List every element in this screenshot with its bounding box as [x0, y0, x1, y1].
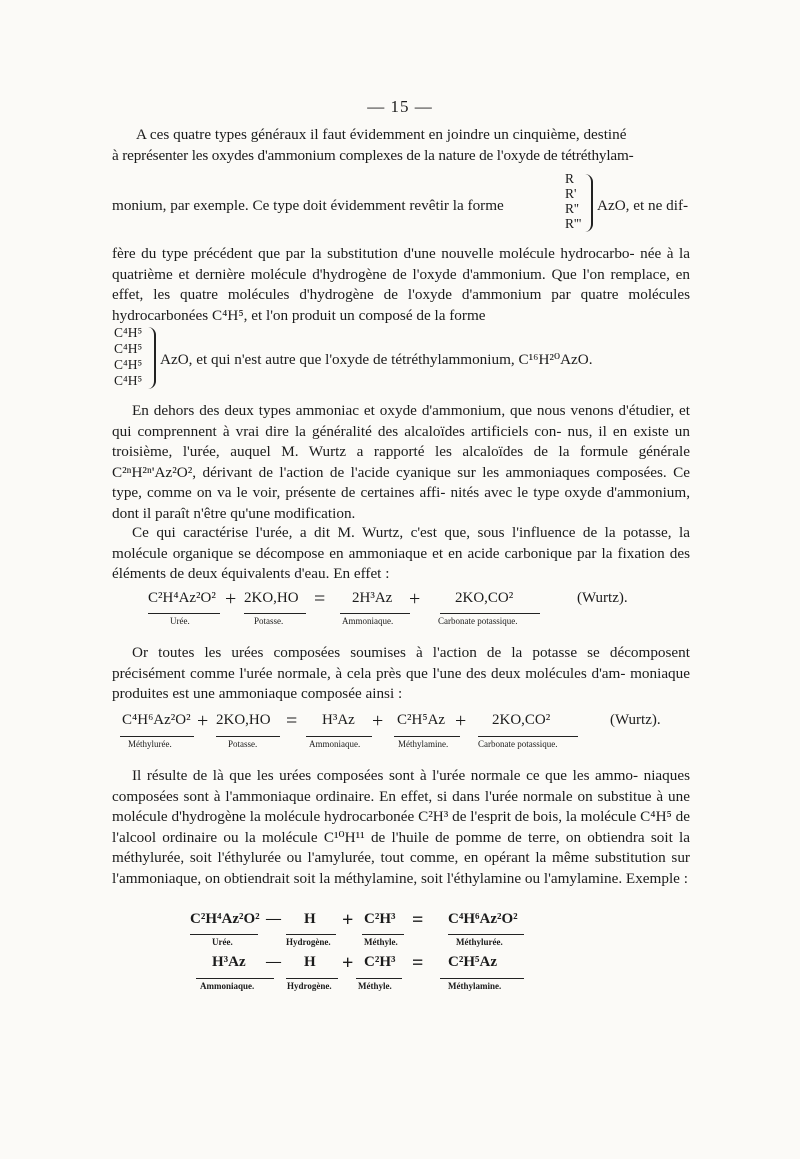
- eq-term: H³Az: [322, 712, 355, 728]
- underline: [440, 613, 540, 614]
- eq-label: Urée.: [212, 937, 233, 947]
- underline: [306, 736, 372, 737]
- ethyl-group: C⁴H⁵: [114, 357, 143, 372]
- eq-operator: +: [372, 710, 384, 732]
- eq-citation: (Wurtz).: [610, 712, 661, 728]
- ethyl-group: C⁴H⁵: [114, 373, 143, 388]
- eq-operator: +: [409, 588, 421, 610]
- eq-term: H³Az: [212, 954, 246, 970]
- paragraph: En dehors des deux types ammoniac et oxyde d'ammonium, que nous venons d'étudier, et qui comprennent à vrai dire la généralité des alcaloïdes artificiels con- nus, il en existe un troisième, l'urée, auquel M. Wurtz a rapporté les alcaloïdes de la formule générale C²ⁿH²ⁿ'Az²O², dérivant de l'action de l'acide cyanique sur les ammoniaques composées. Ce type, comme on va le voir, présente de certaines affi- nités avec le type oxyde d'ammonium, dont il paraît n'être qu'une modification.: [112, 402, 690, 522]
- eq-operator: +: [455, 710, 467, 732]
- eq-label: Hydrogène.: [286, 937, 331, 947]
- eq-term: C²H⁴Az²O²: [190, 911, 260, 927]
- underline: [340, 613, 410, 614]
- eq-operator: —: [266, 911, 281, 927]
- radical: R: [565, 171, 575, 186]
- eq-term: C²H³: [364, 954, 396, 970]
- eq-label: Ammoniaque.: [200, 981, 255, 991]
- underline: [394, 736, 460, 737]
- eq-term: C²H⁵Az: [448, 954, 497, 970]
- eq-label: Hydrogène.: [287, 981, 332, 991]
- eq-term: H: [304, 954, 316, 970]
- underline: [148, 613, 220, 614]
- eq-term: C²H⁴Az²O²: [148, 590, 216, 606]
- eq-label: Carbonate potassique.: [478, 739, 558, 749]
- eq-operator: +: [197, 710, 209, 732]
- radical: R''': [565, 216, 582, 231]
- eq-operator: =: [412, 909, 424, 931]
- brace: [584, 174, 593, 232]
- eq-term: 2KO,HO: [216, 712, 271, 728]
- eq-operator: —: [266, 954, 281, 970]
- underline: [244, 613, 306, 614]
- eq-operator: =: [314, 588, 326, 610]
- eq-term: H: [304, 911, 316, 927]
- eq-label: Ammoniaque.: [309, 739, 361, 749]
- eq-operator: +: [342, 952, 354, 974]
- eq-label: Potasse.: [228, 739, 258, 749]
- paragraph: Il résulte de là que les urées composées sont à l'urée normale ce que les ammo- niaques composées sont à l'ammoniaque ordinaire. En effet, si dans l'urée normale on substitue à une molécule d'hydrogène la molécule hydrocarbonée C²H³ de l'esprit de bois, la molécule C⁴H⁵ de l'alcool ordinaire ou la molécule C¹⁰H¹¹ de l'huile de pomme de terre, on obtiendra soit la méthylurée, soit l'éthylurée ou l'amylurée, tout comme, en opérant la même substitution sur l'ammoniaque, on obtiendrait soit la méthylamine, soit l'éthylamine ou l'amylamine. Exemple :: [112, 767, 690, 887]
- ethyl-group: C⁴H⁵: [114, 325, 143, 340]
- text-line: AzO, et qui n'est autre que l'oxyde de tétréthylammonium, C¹⁶H²⁰AzO.: [160, 351, 593, 368]
- eq-label: Méthyle.: [364, 937, 398, 947]
- eq-label: Ammoniaque.: [342, 616, 394, 626]
- eq-label: Carbonate potassique.: [438, 616, 518, 626]
- text-line: monium, par exemple. Ce type doit évidemment revêtir la forme: [112, 197, 504, 214]
- eq-label: Méthylamine.: [448, 981, 502, 991]
- eq-label: Méthylurée.: [128, 739, 172, 749]
- radical: R'': [565, 201, 579, 216]
- eq-citation: (Wurtz).: [577, 590, 628, 606]
- eq-operator: =: [286, 710, 298, 732]
- eq-term: C²H⁵Az: [397, 712, 446, 728]
- eq-label: Méthylamine.: [398, 739, 449, 749]
- eq-operator: +: [342, 909, 354, 931]
- eq-term: 2KO,CO²: [492, 712, 551, 728]
- text-line: A ces quatre types généraux il faut évidemment en joindre un cinquième, destiné: [136, 126, 627, 143]
- eq-term: 2KO,CO²: [455, 590, 514, 606]
- radical: R': [565, 186, 577, 201]
- eq-term: C²H³: [364, 911, 396, 927]
- eq-operator: =: [412, 952, 424, 974]
- paragraph: Or toutes les urées composées soumises à l'action de la potasse se décomposent précisément comme l'urée normale, à cela près que l'une des deux molécules d'am- moniaque produites est une ammoniaque composée ainsi :: [112, 644, 690, 702]
- eq-label: Potasse.: [254, 616, 284, 626]
- text-line: AzO, et ne dif-: [597, 197, 689, 214]
- underline: [286, 978, 338, 979]
- eq-label: Méthylurée.: [456, 937, 503, 947]
- underline: [356, 978, 402, 979]
- eq-term: C⁴H⁶Az²O²: [448, 911, 518, 927]
- page-number: — 15 —: [367, 97, 433, 116]
- eq-term: 2KO,HO: [244, 590, 299, 606]
- underline: [286, 934, 336, 935]
- underline: [216, 736, 280, 737]
- paragraph: Ce qui caractérise l'urée, a dit M. Wurtz, c'est que, sous l'influence de la potasse, la molécule organique se décompose en ammoniaque et en acide carbonique par la fixation des éléments de deux équivalents d'eau. En effet :: [112, 524, 690, 582]
- text-line: à représenter les oxydes d'ammonium complexes de la nature de l'oxyde de tétréthylam-: [112, 147, 634, 164]
- ethyl-group: C⁴H⁵: [114, 341, 143, 356]
- underline: [190, 934, 258, 935]
- underline: [440, 978, 524, 979]
- eq-operator: +: [225, 588, 237, 610]
- eq-term: 2H³Az: [352, 590, 393, 606]
- ethyl-stack: [114, 325, 142, 389]
- paragraph: fère du type précédent que par la substitution d'une nouvelle molécule hydrocarbo- née à la quatrième et dernière molécule d'hydrogène de l'oxyde d'ammonium. Que l'on remplace, en effet, les quatre molécules d'hydrogène de l'oxyde d'ammonium par quatre molécules hydrocarbonées C⁴H⁵, et l'on produit un composé de la forme: [112, 245, 690, 324]
- underline: [478, 736, 578, 737]
- radical-stack: [565, 171, 581, 231]
- brace: [148, 327, 156, 389]
- eq-term: C⁴H⁶Az²O²: [122, 712, 191, 728]
- underline: [362, 934, 404, 935]
- eq-label: Méthyle.: [358, 981, 392, 991]
- underline: [196, 978, 274, 979]
- underline: [120, 736, 194, 737]
- eq-label: Urée.: [170, 616, 190, 626]
- underline: [448, 934, 524, 935]
